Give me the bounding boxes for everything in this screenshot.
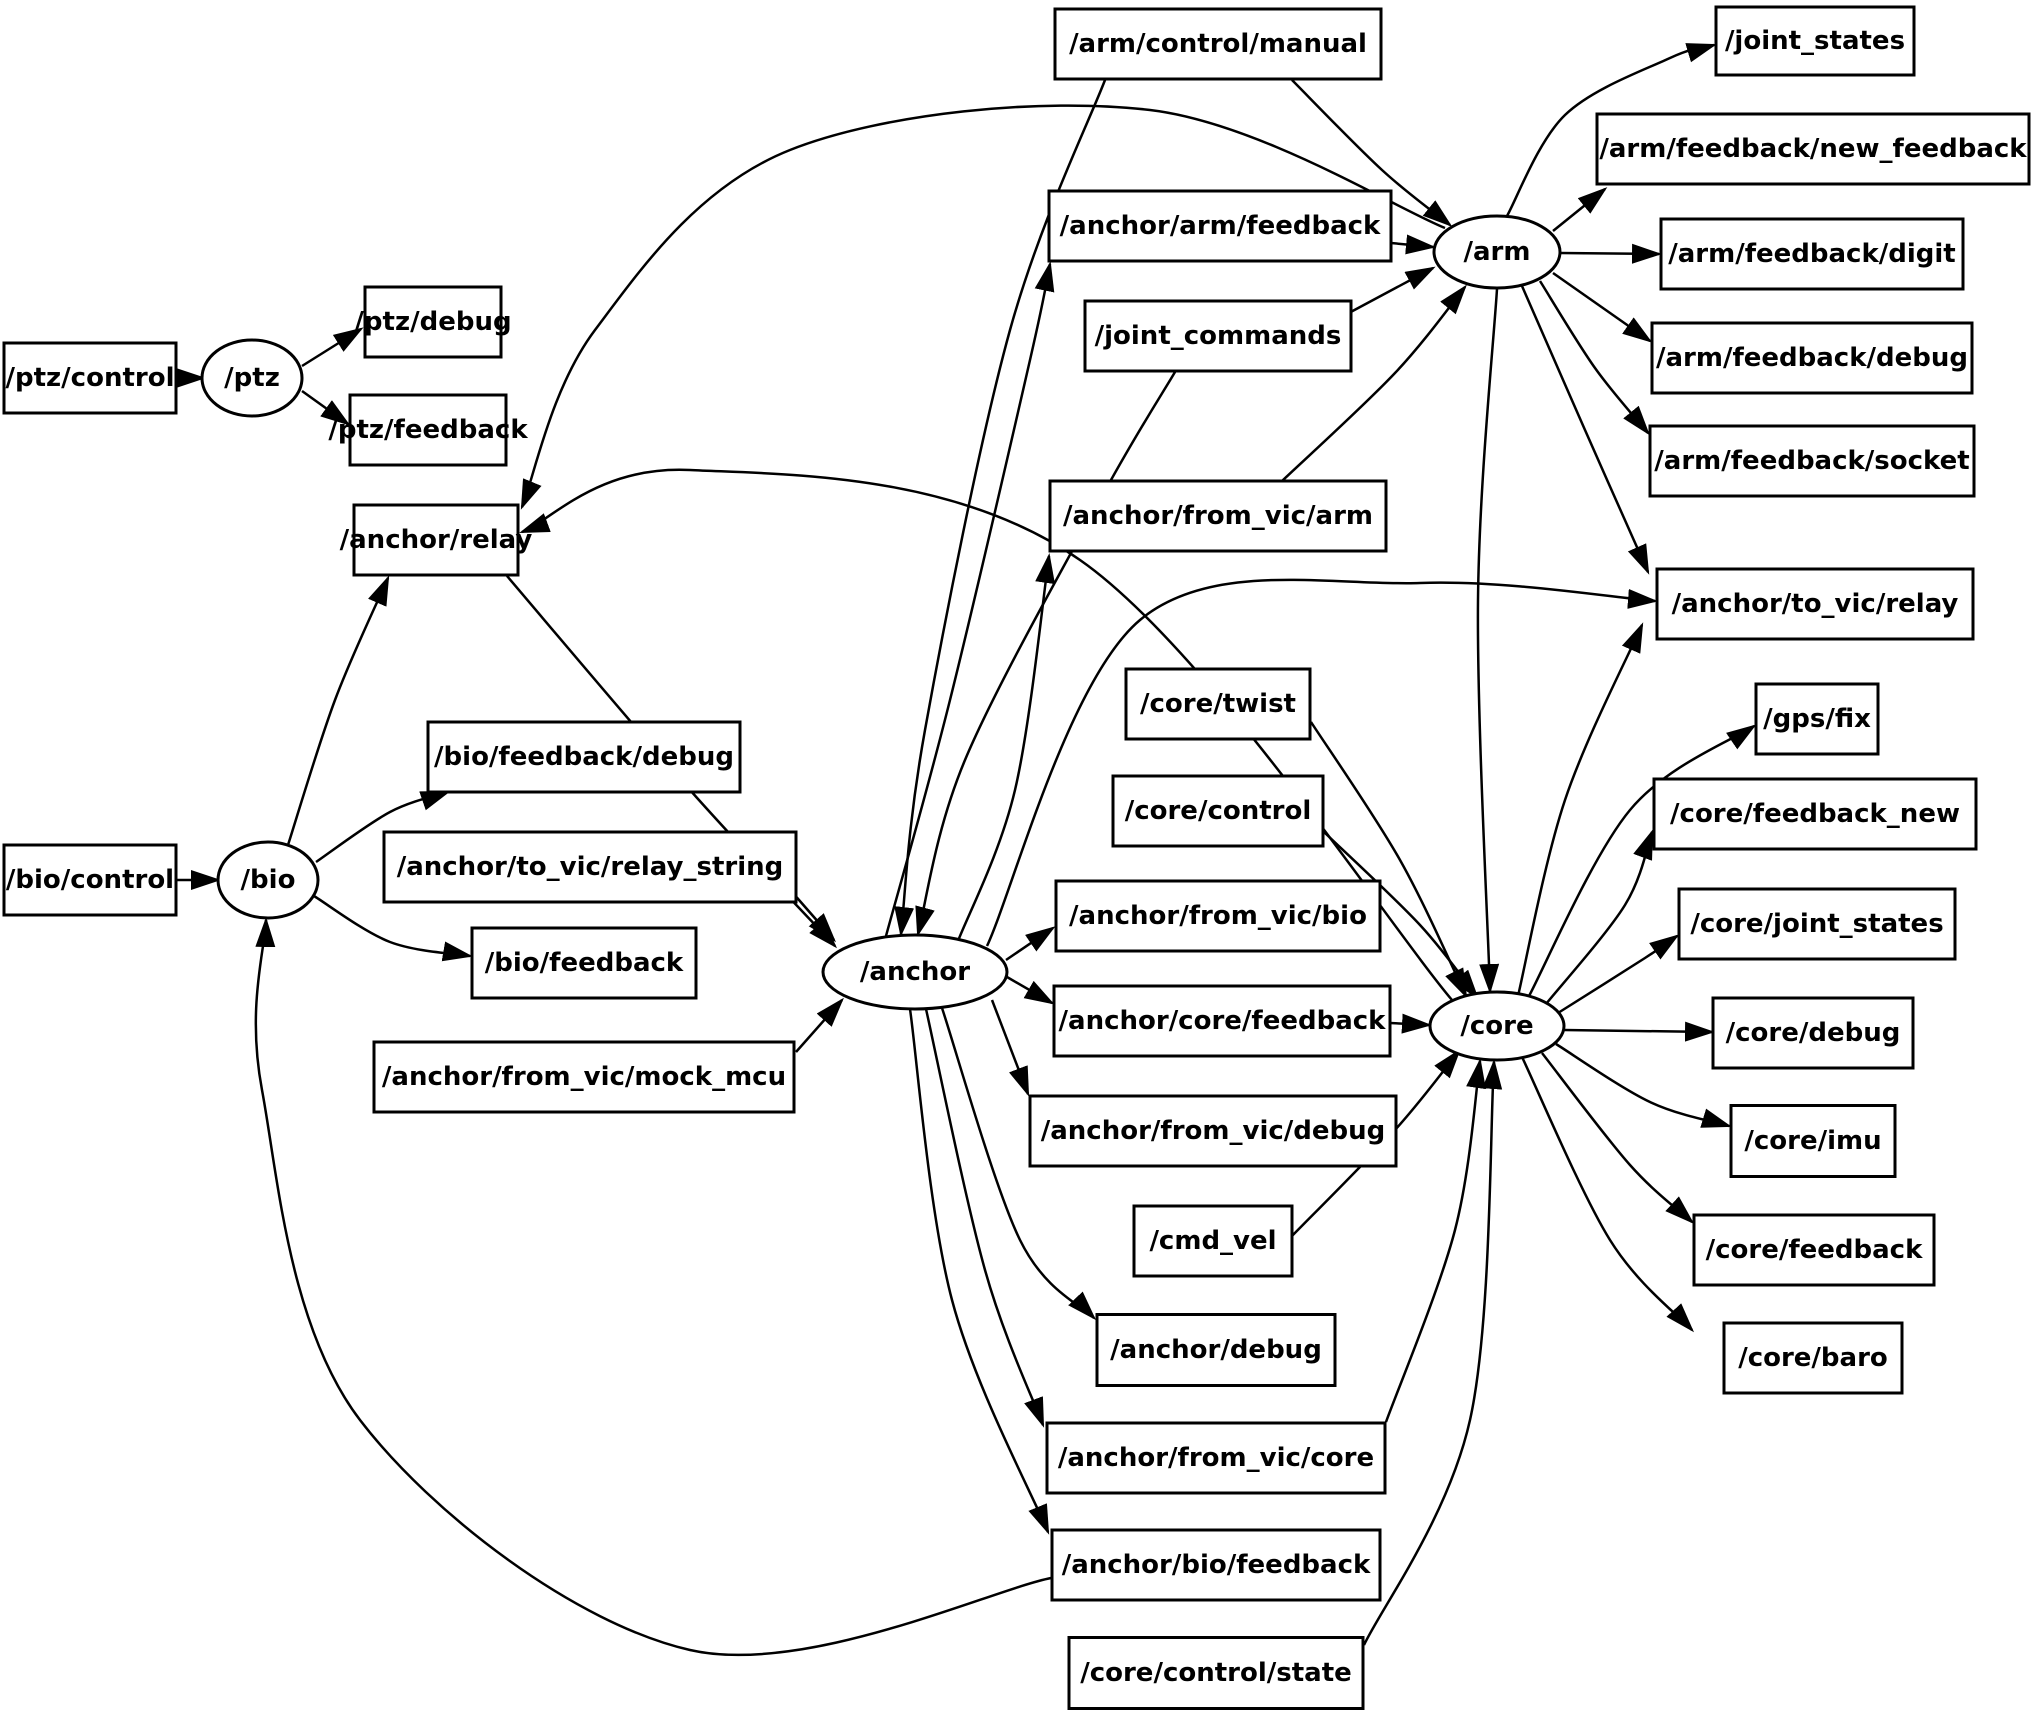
node-ptz [202, 340, 302, 416]
anchor-to-vic-relay-string-label: /anchor/to_vic/relay_string [396, 852, 784, 882]
topic-core-feedback-new [1654, 779, 1976, 849]
bio-feedback-label: /bio/feedback [484, 948, 684, 978]
ptz-feedback-label: /ptz/feedback [328, 415, 528, 445]
anchor-debug-label: /anchor/debug [1110, 1335, 1322, 1365]
anchor-from-vic-debug-label: /anchor/from_vic/debug [1040, 1116, 1386, 1146]
topic-joint-commands [1085, 301, 1351, 371]
anchor-label: /anchor [859, 957, 971, 987]
edge-core-to-core-joint-states [1558, 936, 1677, 1013]
topic-ptz-debug [354, 287, 511, 357]
edge-core-twist-to-core [1311, 722, 1466, 996]
topic-core-imu [1731, 1106, 1895, 1177]
anchor-from-vic-arm-label: /anchor/from_vic/arm [1063, 501, 1373, 531]
topic-anchor-arm-feedback [1049, 191, 1391, 261]
edge-arm-to-arm-feedback-socket [1540, 281, 1648, 433]
edge-arm-to-anchor-to-vic-relay [1522, 286, 1648, 572]
topic-anchor-from-vic-mock-mcu [374, 1042, 794, 1112]
edge-anchor-to-anchor-from-vic-debug [992, 1000, 1028, 1094]
edge-anchor-arm-feedback-to-arm [1391, 243, 1433, 247]
topic-core-twist [1126, 669, 1310, 739]
topic-arm-control-manual [1055, 9, 1381, 79]
topic-cmd-vel [1134, 1206, 1292, 1276]
topic-anchor-to-vic-relay-string [384, 832, 796, 902]
edge-anchor-core-feedback-to-core [1390, 1023, 1429, 1025]
topic-anchor-from-vic-bio [1056, 881, 1380, 951]
edge-arm-to-arm-feedback-debug [1553, 273, 1650, 341]
anchor-relay-label: /anchor/relay [339, 525, 533, 555]
edge-core-to-core-feedback [1542, 1053, 1692, 1222]
topic-bio-feedback [472, 928, 696, 998]
edge-arm-to-core [1478, 289, 1497, 991]
bio-feedback-debug-label: /bio/feedback/debug [434, 742, 734, 772]
arm-feedback-socket-label: /arm/feedback/socket [1654, 446, 1970, 476]
anchor-from-vic-core-label: /anchor/from_vic/core [1057, 1443, 1375, 1473]
arm-label: /arm [1463, 237, 1531, 267]
core-twist-label: /core/twist [1140, 689, 1296, 719]
ptz-control-label: /ptz/control [5, 363, 175, 393]
anchor-from-vic-mock-mcu-label: /anchor/from_vic/mock_mcu [381, 1062, 787, 1092]
topic-anchor-core-feedback [1054, 986, 1390, 1056]
topic-arm-feedback-socket [1650, 426, 1974, 496]
core-control-label: /core/control [1124, 796, 1312, 826]
topic-ptz-feedback [328, 395, 528, 465]
cmd-vel-label: /cmd_vel [1149, 1226, 1277, 1256]
edge-anchor-from-vic-core-to-core [1386, 1061, 1480, 1422]
topic-anchor-bio-feedback [1052, 1530, 1380, 1600]
node-core [1430, 992, 1564, 1060]
core-imu-label: /core/imu [1744, 1126, 1882, 1156]
ptz-label: /ptz [224, 363, 280, 393]
edge-anchor-to-anchor-core-feedback [1007, 977, 1052, 1003]
topic-anchor-debug [1097, 1315, 1335, 1386]
topic-anchor-from-vic-debug [1030, 1096, 1396, 1166]
edge-core-to-anchor-to-vic-relay [1518, 625, 1642, 996]
core-baro-label: /core/baro [1738, 1343, 1888, 1373]
core-control-state-label: /core/control/state [1080, 1658, 1352, 1688]
topic-arm-feedback-digit [1661, 219, 1963, 289]
core-joint-states-label: /core/joint_states [1690, 909, 1944, 939]
topic-anchor-to-vic-relay [1657, 569, 1973, 639]
gps-fix-label: /gps/fix [1763, 704, 1871, 734]
arm-control-manual-label: /arm/control/manual [1069, 29, 1367, 59]
edge-joint-commands-to-anchor [918, 372, 1175, 934]
anchor-to-vic-relay-label: /anchor/to_vic/relay [1671, 589, 1959, 619]
joint-states-label: /joint_states [1724, 26, 1906, 56]
edge-anchor-to-vic-relay-string-to-anchor [792, 892, 834, 940]
edge-joint-commands-to-arm [1347, 268, 1433, 314]
topic-bio-feedback-debug [428, 722, 740, 792]
edge-core-to-core-imu [1556, 1044, 1729, 1126]
anchor-core-feedback-label: /anchor/core/feedback [1058, 1006, 1386, 1036]
topic-anchor-relay [340, 505, 533, 575]
topic-core-debug [1713, 998, 1913, 1068]
edge-anchor-from-vic-mock-mcu-to-anchor [796, 1000, 842, 1052]
edge-bio-to-bio-feedback [314, 896, 470, 956]
topic-anchor-from-vic-arm [1050, 481, 1386, 551]
edge-bio-to-anchor-relay [288, 578, 388, 845]
core-feedback-new-label: /core/feedback_new [1670, 799, 1960, 829]
edge-anchor-to-anchor-from-vic-core [926, 1009, 1043, 1425]
topic-core-feedback [1694, 1215, 1934, 1285]
topic-anchor-from-vic-core [1047, 1423, 1385, 1493]
core-debug-label: /core/debug [1725, 1018, 1901, 1048]
topic-arm-feedback-new-feedback [1597, 114, 2029, 184]
node-arm [1434, 216, 1560, 288]
edge-ptz-to-ptz-debug [302, 329, 361, 366]
topic-core-control-state [1069, 1638, 1363, 1709]
anchor-bio-feedback-label: /anchor/bio/feedback [1061, 1550, 1371, 1580]
core-feedback-label: /core/feedback [1705, 1235, 1923, 1265]
joint-commands-label: /joint_commands [1094, 321, 1342, 351]
topic-joint-states [1716, 7, 1914, 75]
topic-ptz-control [4, 343, 176, 413]
bio-control-label: /bio/control [5, 865, 175, 895]
edge-anchor-to-anchor-from-vic-bio [1006, 928, 1053, 960]
arm-feedback-digit-label: /arm/feedback/digit [1668, 239, 1956, 269]
anchor-arm-feedback-label: /anchor/arm/feedback [1059, 211, 1381, 241]
edge-arm-to-arm-feedback-digit [1560, 253, 1659, 254]
arm-feedback-new-feedback-label: /arm/feedback/new_feedback [1599, 134, 2027, 164]
edge-core-to-core-debug [1564, 1030, 1712, 1032]
core-label: /core [1460, 1011, 1534, 1041]
node-bio [218, 842, 318, 918]
topic-core-control [1113, 776, 1323, 846]
ptz-debug-label: /ptz/debug [354, 307, 512, 337]
arm-feedback-debug-label: /arm/feedback/debug [1656, 343, 1968, 373]
topic-core-baro [1724, 1323, 1902, 1393]
topic-core-joint-states [1679, 889, 1955, 959]
topic-arm-feedback-debug [1652, 323, 1972, 393]
node-layer [4, 7, 2029, 1709]
anchor-from-vic-bio-label: /anchor/from_vic/bio [1069, 901, 1367, 931]
bio-label: /bio [240, 865, 296, 895]
topic-gps-fix [1756, 684, 1878, 754]
edge-core-to-core-baro [1522, 1057, 1692, 1330]
node-anchor [823, 935, 1007, 1009]
edge-anchor-to-anchor-bio-feedback [910, 1009, 1048, 1532]
topic-bio-control [4, 845, 176, 915]
edge-arm-to-arm-feedback-new-feedback [1553, 189, 1605, 231]
